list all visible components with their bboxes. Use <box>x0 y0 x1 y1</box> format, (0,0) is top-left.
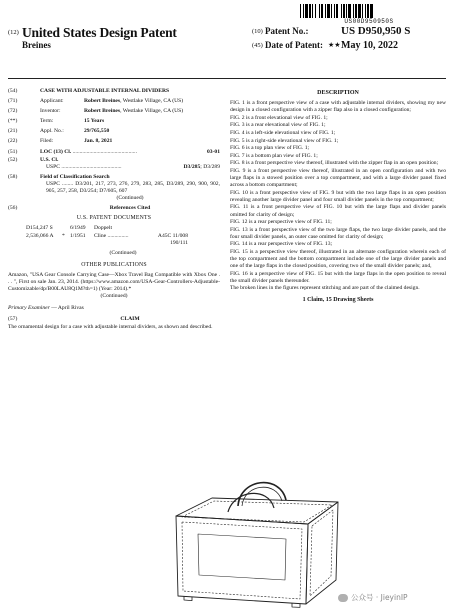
term-stars: ★★ <box>328 41 341 49</box>
header-row-title <box>8 25 448 39</box>
search-classes: USPC ........ D3/201, 217, 273, 276, 279, 283, 285, D3/289, 290, 900, 902, 905, 257, 258, D3/254; D7/605, 607 <box>46 180 220 195</box>
description-paragraph: FIG. 16 is a perspective view of FIG. 15 but with the large flaps in the open position to reveal the small divider panels thereunder. <box>230 270 446 284</box>
description-paragraph: FIG. 15 is a perspective view thereof, illustrated in an alternate configuration wherein each of the top compartment and the bottom compartment include one of the large divider panels and one of the large flaps in the closed position, covering two of the small divider panels; and, <box>230 248 446 270</box>
reference-row: 2,536,066 A * 1/1951 Cline ............... A45C 11/008 190/111 <box>26 232 188 246</box>
case-drawing <box>168 472 346 608</box>
description-column <box>230 88 446 304</box>
field-term: (**) Term: 15 Years <box>8 118 105 125</box>
field-57-claim: (57) CLAIM <box>8 316 140 323</box>
header-divider <box>8 78 446 79</box>
term-value: 15 Years <box>84 118 105 125</box>
description-paragraph: FIG. 10 is a front perspective view of FIG. 9 but with the two large flaps in an open position revealing another large divider panel and four small divider panels in the top compartment; <box>230 189 446 203</box>
description-paragraph: FIG. 8 is a front perspective view thereof, illustrated with the zipper flap in an open position; <box>230 160 439 167</box>
patent-title-heading: United States Design Patent <box>22 25 177 40</box>
case-front-face <box>176 516 308 604</box>
barcode <box>300 4 438 18</box>
description-paragraph: FIG. 9 is a front perspective view thereof, illustrated in an open configuration and with two large flaps in a stowed position over a top compartment, and with a large divider panel fixed across a bottom compartment; <box>230 167 446 189</box>
case-side-face <box>306 502 338 604</box>
barcode-bar <box>373 4 374 18</box>
field-51-loc: (51) LOC (13) Cl. .............................................. 03-01 <box>8 148 220 155</box>
description-paragraph: FIG. 13 is a front perspective view of the two large flaps, the two large divider panels, and the four small divider panels, an outer case omitted for clarity of design; <box>230 226 446 240</box>
description-paragraph: FIG. 6 is a top plan view of FIG. 1; <box>230 145 310 152</box>
primary-examiner: Primary Examiner — April Rivas <box>8 305 84 312</box>
field-56-references: (56) References Cited <box>8 205 151 212</box>
patent-number: US D950,950 S <box>341 25 411 37</box>
loc-class: 03-01 <box>206 148 220 155</box>
description-heading: DESCRIPTION <box>317 90 359 96</box>
description-paragraph: FIG. 1 is a front perspective view of a case with adjustable internal dividers, showing my new design in a closed configuration with a zipper flap also in a closed configuration; <box>230 100 446 114</box>
field-58-search: (58) Field of Classification Search USPC ........ D3/201, 217, 273, 276, 279, 283, 285, D3/289, 290, 900, 902, 905, 257, 258, D3/254; D7/605, 607 (Continued) <box>8 173 220 202</box>
watermark: 公众号 · JieyinIP <box>338 592 408 603</box>
date-of-patent: May 10, 2022 <box>341 40 398 51</box>
bibliographic-column: (54) CASE WITH ADJUSTABLE INTERNAL DIVIDERS (71) Applicant: Robert Breines, Westlake Village, CA (US) (72) Inventor: Robert Breines, Westlake Village, CA (US) (**) Term: 15 Years (21) Appl. No.: 29/765,550 (22) Filed: Jan. 8, 2021 (51) LOC (13) Cl. .............................................. 03-01 (52) U.S. Cl. USPC ........................................... D3/285; D3/289 (58) Field of Classification Search USPC ........ D3/201, 217, 273, 276, 279, 283, 285, D3/289, 290, 900, 902, 905, 257, 258, D3/254; D7/605, 607 (Continued) (56) References Cited U.S. PATENT DOCUMENTS D154,247 S 6/1949 Doppelt 2,536,066 A * 1/1951 Cline ............... A45C 11/008 190/111 (Continued) OTHER PUBLICATIONS Amazon, "USA Gear Console Carrying Case—Xbox Travel Bag Compatible with Xbox One . . . ", First on sale Jan. 23, 2014. (https://www.amazon.com/USA-Gear-Controllers-Adjustable-Customizable/dp/B00LAU8Q1M?th=1) (Year: 2014).* (Continued) Primary Examiner — April Rivas (57) CLAIM The ornamental design for a case with adjustable internal dividers, as shown and described. <box>8 88 220 331</box>
wechat-icon <box>338 594 348 602</box>
application-number: 29/765,550 <box>84 128 110 135</box>
description-paragraph: FIG. 14 is a rear perspective view of FIG. 13; <box>230 241 333 248</box>
field-54-title: (54) CASE WITH ADJUSTABLE INTERNAL DIVIDERS <box>8 88 220 95</box>
us-class: D3/285 <box>183 163 201 170</box>
header-code-10: (10) <box>252 28 263 35</box>
us-patent-documents-heading: U.S. PATENT DOCUMENTS <box>76 215 152 222</box>
description-paragraph: The broken lines in the figures represent stitching and are part of the claimed design. <box>230 285 420 292</box>
handle-strap <box>242 487 282 506</box>
description-paragraph: FIG. 11 is a front perspective view of FIG. 10 but with the large flaps and divider panels omitted for clarity of design; <box>230 204 446 218</box>
description-paragraph: FIG. 12 is a rear perspective view of FIG. 11; <box>230 219 332 226</box>
other-publication: Amazon, "USA Gear Console Carrying Case—Xbox Travel Bag Compatible with Xbox One . . . ", First on sale Jan. 23, 2014. (https://www.amazon.com/USA-Gear-Controllers-Adjustable-Customizable/dp/B00LAU8Q1M?th=1) (Year: 2014).* <box>8 271 220 293</box>
field-21-appl-no: (21) Appl. No.: 29/765,550 <box>8 128 110 135</box>
barcode-number: US00D950950S <box>344 18 394 25</box>
inventor-name: Robert Breines <box>84 108 121 115</box>
description-paragraph: FIG. 2 is a front elevational view of FIG. 1; <box>230 114 328 121</box>
zipper-flap <box>198 534 286 580</box>
reference-row: D154,247 S 6/1949 Doppelt <box>26 225 113 232</box>
filing-date: Jan. 8, 2021 <box>84 138 113 145</box>
applicant-name: Robert Breines <box>84 98 121 105</box>
other-publications-heading: OTHER PUBLICATIONS <box>81 261 147 268</box>
field-22-filed: (22) Filed: Jan. 8, 2021 <box>8 138 113 145</box>
date-of-patent-label: Date of Patent: <box>265 40 323 50</box>
field-71-applicant: (71) Applicant: Robert Breines, Westlake Village, CA (US) <box>8 98 184 105</box>
design-title: CASE WITH ADJUSTABLE INTERNAL DIVIDERS <box>40 88 170 94</box>
claim-text: The ornamental design for a case with adjustable internal dividers, as shown and described. <box>8 324 213 331</box>
field-52-us-cl: (52) U.S. Cl. USPC ........................................... D3/285; D3/289 <box>8 156 220 170</box>
description-paragraph: FIG. 4 is a left-side elevational view of FIG. 1; <box>230 129 336 136</box>
field-72-inventor: (72) Inventor: Robert Breines, Westlake Village, CA (US) <box>8 108 184 115</box>
header-row-date <box>8 40 448 52</box>
description-paragraph: FIG. 3 is a rear elevational view of FIG. 1; <box>230 122 326 129</box>
header-code-12: (12) <box>8 29 19 36</box>
claims-sheets-count: 1 Claim, 15 Drawing Sheets <box>302 296 374 303</box>
description-paragraph: FIG. 5 is a right-side elevational view of FIG. 1; <box>230 137 339 144</box>
header-code-45: (45) <box>252 42 263 49</box>
references-list: D154,247 S 6/1949 Doppelt 2,536,066 A * 1/1951 Cline ............... A45C 11/008 190/111 (Continued) <box>26 225 220 256</box>
patent-number-label: Patent No.: <box>265 26 309 36</box>
inventor-surname: Breines <box>22 40 51 50</box>
description-paragraph: FIG. 7 is a bottom plan view of FIG. 1; <box>230 152 318 159</box>
